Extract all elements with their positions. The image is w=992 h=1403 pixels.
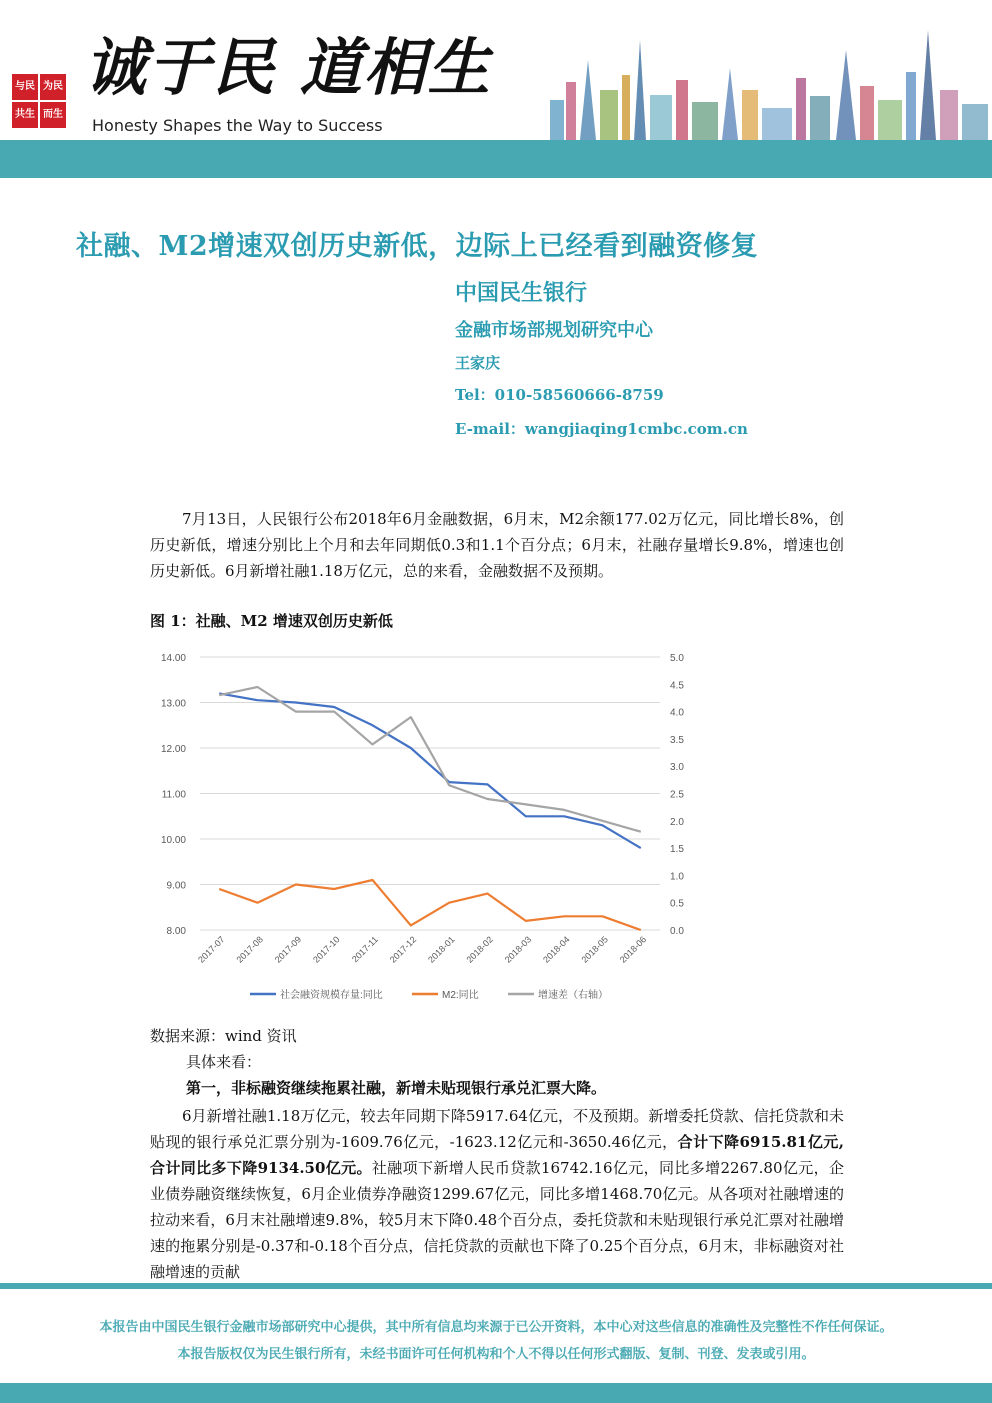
y-tick-label-left: 13.00 — [160, 698, 186, 710]
y-tick-label-right: 0.5 — [670, 898, 684, 910]
y-tick-label-right: 1.0 — [670, 871, 684, 883]
header-band — [0, 140, 992, 178]
author-email: E-mail：wangjiaqing1cmbc.com.cn — [455, 420, 748, 438]
x-tick-label: 2018-01 — [426, 934, 457, 965]
y-tick-label-right: 0.0 — [670, 926, 684, 937]
x-tick-label: 2018-03 — [502, 934, 534, 965]
figure-title: 图 1：社融、M2 增速双创历史新低 — [150, 612, 393, 630]
y-tick-label-right: 1.5 — [670, 844, 684, 856]
logo-cell: 共生 — [12, 102, 38, 128]
p2-text-b: 社融项下新增人民币贷款16742.16亿元，同比多增2267.80亿元，企业债券融资继续恢复，6月企业债券净融资1299.67亿元，同比多增1468.70亿元。从各项对社融增速的拉动来看，6月末社融增速9.8%，较5月末下降0.48个百分点，委托贷款和未贴现银行承兑汇票对社融增速的拖累分别是-0.37和-0.18个百分点，信托贷款的贡献也下降了0.25个百分点，6月末，非标融资对社融增速的贡献 — [150, 1159, 844, 1281]
author-name: 王家庆 — [455, 354, 501, 372]
legend-label: 社会融资规模存量:同比 — [280, 990, 383, 1001]
x-tick-label: 2018-05 — [579, 934, 610, 965]
series-line — [219, 880, 641, 930]
y-tick-label-right: 3.0 — [670, 762, 684, 774]
series-line — [219, 693, 641, 848]
left-axis-ticks — [161, 653, 186, 937]
footer-band — [0, 1383, 992, 1403]
author-dept: 金融市场部规划研究中心 — [455, 320, 653, 341]
intro-paragraph: 7月13日，人民银行公布2018年6月金融数据，6月末，M2余额177.02万亿元，同比增长8%，创历史新低，增速分别比上个月和去年同期低0.3和1.1个百分点；6月末，社融存量增长9.8%，增速也创历史新低。6月新增社融1.18万亿元，总的来看，金融数据不及预期。 — [150, 510, 844, 580]
footer-disclaimer-2: 本报告版权仅为民生银行所有，未经书面许可任何机构和个人不得以任何形式翻版、复制、刊登、发表或引用。 — [177, 1347, 815, 1362]
x-tick-label: 2018-06 — [617, 934, 649, 965]
data-source: 数据来源：wind 资讯 — [150, 1027, 297, 1045]
x-tick-label: 2017-07 — [196, 934, 227, 965]
y-tick-label-left: 11.00 — [161, 789, 186, 801]
city-skyline-illustration — [540, 20, 992, 140]
legend-label: M2:同比 — [442, 990, 479, 1001]
p2-text-bold: 合计下降6915.81亿元,合计同比多下降9134.50亿元。 — [150, 1133, 844, 1177]
logo-cell: 与民 — [12, 74, 38, 100]
y-tick-label-right: 4.0 — [670, 707, 684, 719]
x-tick-label: 2018-04 — [541, 934, 572, 965]
x-tick-label: 2017-08 — [234, 934, 265, 965]
y-tick-label-right: 2.0 — [670, 816, 684, 828]
right-axis-ticks — [670, 653, 684, 937]
x-tick-label: 2017-09 — [272, 934, 304, 965]
x-axis-ticks — [196, 934, 648, 964]
y-tick-label-left: 10.00 — [160, 835, 186, 846]
y-tick-label-right: 3.5 — [670, 734, 684, 746]
y-tick-label-right: 4.5 — [670, 680, 684, 692]
author-tel: Tel：010-58560666-8759 — [455, 386, 664, 404]
detail-lead: 具体来看： — [186, 1053, 262, 1071]
x-tick-label: 2017-11 — [349, 934, 380, 965]
chart-series — [219, 687, 641, 930]
y-tick-label-left: 8.00 — [166, 926, 186, 937]
page-header — [0, 0, 992, 178]
author-org: 中国民生银行 — [455, 280, 588, 306]
x-tick-label: 2017-10 — [311, 934, 342, 965]
legend-label: 增速差（右轴） — [538, 990, 608, 1001]
chart-grid — [200, 657, 660, 930]
cmbc-logo — [12, 74, 70, 130]
footer-disclaimer-1: 本报告由中国民生银行金融市场部研究中心提供，其中所有信息均来源于已公开资料，本中心对这些信息的准确性及完整性不作任何保证。 — [99, 1320, 893, 1335]
x-tick-label: 2018-02 — [464, 934, 495, 965]
line-chart — [150, 640, 720, 1020]
y-tick-label-right: 2.5 — [670, 789, 684, 801]
section-heading-first: 第一，非标融资继续拖累社融，新增未贴现银行承兑汇票大降。 — [186, 1079, 607, 1097]
y-tick-label-left: 12.00 — [160, 744, 186, 755]
y-tick-label-right: 5.0 — [670, 653, 684, 664]
y-tick-label-left: 9.00 — [166, 880, 186, 892]
logo-cell: 为民 — [40, 74, 66, 100]
series-line — [219, 687, 641, 832]
logo-cell: 而生 — [40, 102, 66, 128]
y-tick-label-left: 14.00 — [160, 653, 186, 664]
body-paragraph-2 — [150, 1103, 844, 1285]
chart-legend — [250, 988, 608, 1001]
slogan-english: Honesty Shapes the Way to Success — [92, 116, 383, 135]
slogan-chinese: 诚于民 道相生 — [84, 31, 492, 104]
report-title: 社融、M2增速双创历史新低，边际上已经看到融资修复 — [76, 231, 759, 262]
p2-text-a: 6月新增社融1.18万亿元，较去年同期下降5917.64亿元，不及预期。新增委托贷款、信托贷款和未贴现的银行承兑汇票分别为-1609.76亿元，-1623.12亿元和-3650.46亿元， — [150, 1107, 844, 1151]
x-tick-label: 2017-12 — [387, 934, 419, 965]
